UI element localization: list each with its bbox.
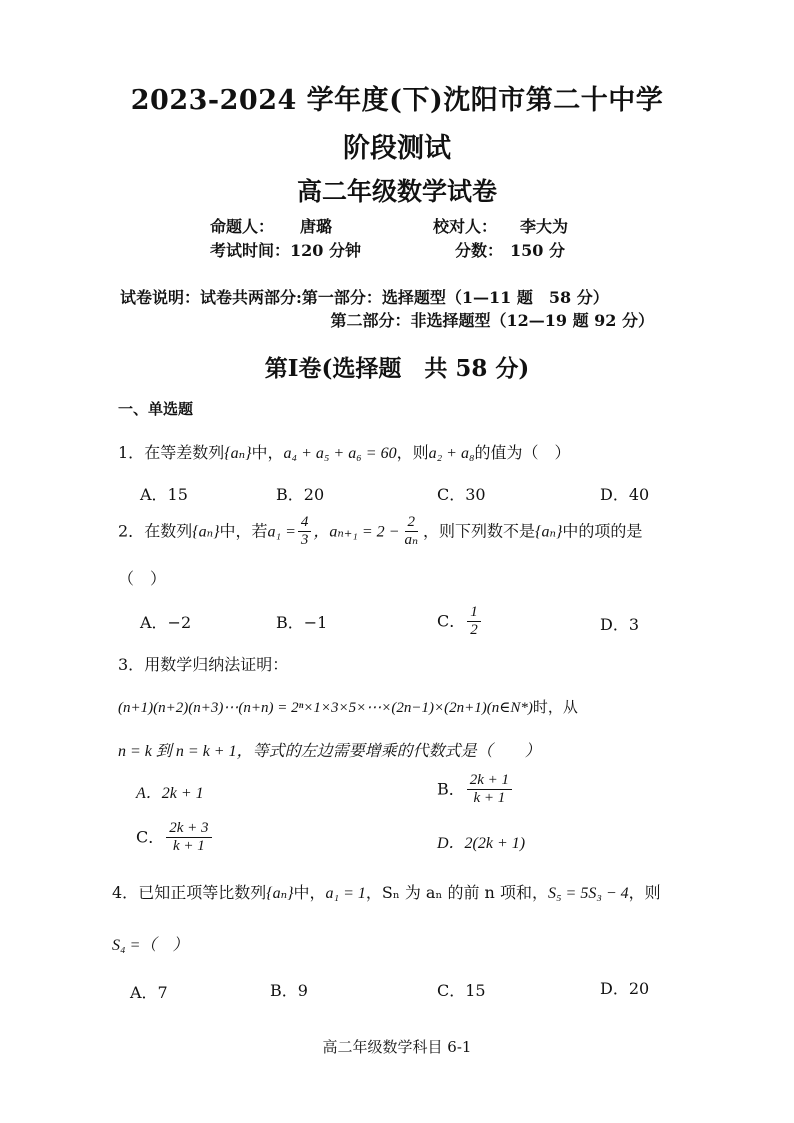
time-value: 120 分钟 — [290, 241, 361, 260]
q2-option-c[interactable]: C． $\frac{1}{2}$ — [437, 604, 483, 640]
paper-title: 高二年级数学试卷 — [296, 177, 497, 206]
author-label: 命题人： — [210, 217, 275, 236]
a1-lhs: a₁ = — [267, 523, 296, 541]
target-expression: a₂ + a₈ — [428, 445, 475, 462]
induction-formula: (n+1)(n+2)(n+3)⋯(n+n) = 2ⁿ×1×3×5×⋯×(2n−1)×(2n+1)(n∈N*)时，从 — [118, 698, 578, 716]
section-title: 第Ⅰ卷(选择题 共 58 分) — [264, 355, 530, 382]
question-number: 1． — [118, 443, 145, 462]
question-number: 2． — [118, 521, 145, 541]
author-name: 唐璐 — [300, 217, 333, 236]
q4-option-b[interactable]: B．9 — [270, 981, 308, 1000]
question-number: 4． — [112, 883, 139, 902]
q4-option-c[interactable]: C．15 — [437, 981, 486, 1000]
question-4: 4．已知正项等比数列{aₙ}中，a₁ = 1，Sₙ 为 aₙ 的前 n 项和，S₅ = 5S₃ − 4，则 — [112, 883, 661, 902]
exam-subtitle: 阶段测试 — [343, 133, 451, 164]
page-footer: 高二年级数学科目 6-1 — [322, 1038, 472, 1056]
recurrence-lhs: ，aₙ₊₁ = 2 − — [313, 523, 400, 541]
recurrence-fraction: $\frac{2}{\text{aₙ}}$ — [404, 514, 419, 549]
answer-paren: （ ） — [118, 569, 167, 588]
a1-fraction: $\frac{4}{3}$ — [298, 514, 312, 550]
exam-title: 2023-2024 学年度(下)沈阳市第二十中学 — [130, 85, 664, 116]
time-label: 考试时间： — [210, 241, 291, 260]
condition-formula: a₄ + a₅ + a₆ = 60 — [283, 445, 397, 462]
score-value: 150 分 — [510, 241, 565, 260]
q2-option-a[interactable]: A．−2 — [140, 613, 192, 632]
q1-option-c[interactable]: C．30 — [437, 485, 486, 504]
q1-option-a[interactable]: A．15 — [140, 485, 188, 504]
a1-value: a₁ = 1 — [325, 885, 366, 902]
sequence-symbol: {aₙ} — [224, 445, 252, 462]
question-type: 一、单选题 — [118, 400, 194, 418]
question-1: 1．在等差数列{aₙ}中，a₄ + a₅ + a₆ = 60，则a₂ + a₈的值为（ ） — [118, 443, 571, 462]
checker-name: 李大为 — [520, 217, 569, 236]
q3-option-a[interactable]: A．2k + 1 — [136, 785, 204, 802]
score-label: 分数： — [455, 241, 504, 260]
sequence-symbol: {aₙ} — [535, 523, 563, 541]
question-3-line3: n = k 到 n = k + 1，等式的左边需要增乘的代数式是（ ） — [118, 743, 541, 760]
q3-option-c[interactable]: C． $\frac{2k + 3}{k + 1}$ — [136, 820, 214, 856]
sequence-symbol: {aₙ} — [266, 885, 294, 902]
q3-option-b[interactable]: B． $\frac{2k + 1}{k + 1}$ — [437, 772, 514, 808]
question-4-line2: S₄ =（ ） — [112, 937, 189, 954]
q2-option-b[interactable]: B．−1 — [276, 613, 328, 632]
checker-label: 校对人： — [433, 217, 498, 236]
q4-option-a[interactable]: A．7 — [130, 983, 168, 1002]
q3-option-d[interactable]: D．2(2k + 1) — [437, 835, 526, 852]
option-c-fraction: $\frac{1}{2}$ — [467, 604, 481, 640]
q2-option-d[interactable]: D．3 — [600, 615, 640, 634]
instructions-line2: 第二部分：非选择题型（12—19 题 92 分） — [330, 311, 654, 330]
option-b-fraction: $\frac{2k + 1}{k + 1}$ — [467, 772, 512, 808]
q1-option-b[interactable]: B．20 — [276, 485, 325, 504]
question-3: 3．用数学归纳法证明： — [118, 655, 289, 674]
question-2: 2．在数列{aₙ}中，若a₁ = $\frac{4}{3}$ ，aₙ₊₁ = 2 − $\frac{2}{\text{aₙ}}$ ，则下列数不是{aₙ}中的项的是 — [118, 514, 643, 549]
question-number: 3． — [118, 655, 145, 674]
q1-option-d[interactable]: D．40 — [600, 485, 650, 504]
condition-formula: S₅ = 5S₃ − 4 — [547, 885, 629, 902]
q4-option-d[interactable]: D．20 — [600, 979, 650, 998]
instructions-line1: 试卷说明：试卷共两部分:第一部分：选择题型（1—11 题 58 分） — [120, 288, 609, 307]
option-c-fraction: $\frac{2k + 3}{k + 1}$ — [166, 820, 211, 856]
sequence-symbol: {aₙ} — [192, 523, 220, 541]
